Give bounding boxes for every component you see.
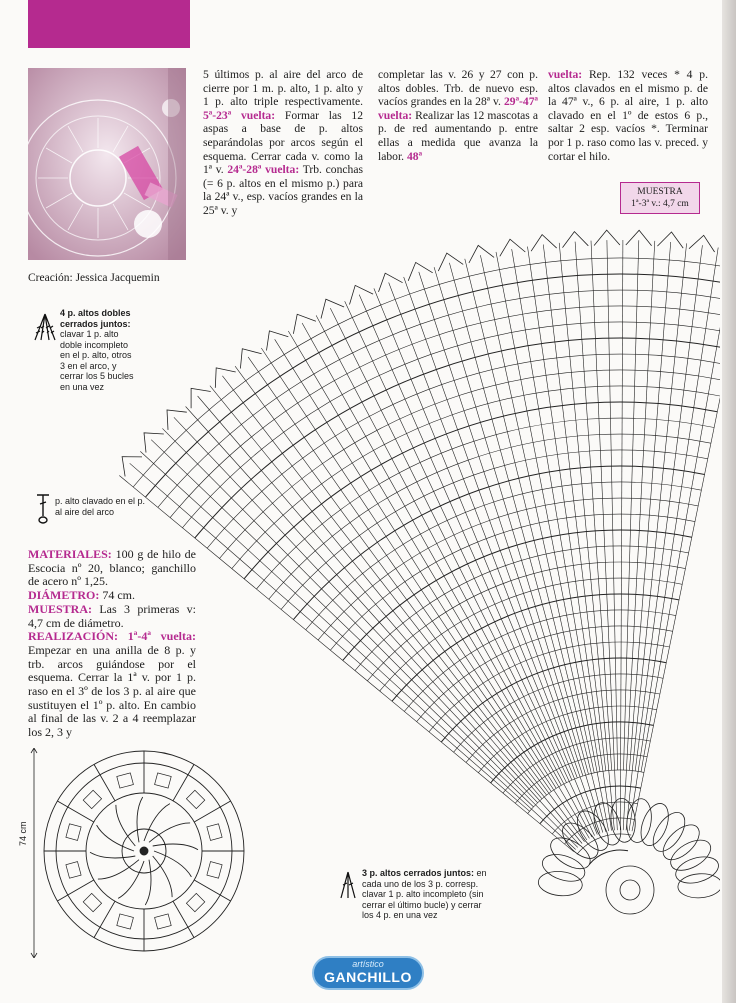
c2-segment: completar las v. 26 y 27 con p. altos dobles. Trb. de nuevo esp. vacíos grandes en la 28ª v. bbox=[378, 68, 538, 109]
materials-key: REALIZACIÓN: 1ª-4ª vuelta: bbox=[28, 629, 196, 644]
full-doily-diagram bbox=[40, 742, 248, 960]
logo-title: GANCHILLO bbox=[324, 969, 412, 985]
materials-text: Empezar en una anilla de 8 p. y trb. arcos guiándose por el esquema. Cerrar la 1ª v. por 1 p. raso en el 3º de los 3 p. al aire que sustituyen el 1º p. alto. En cambio al final de las v. 2 a 4 reemplazar los 2, 3 y bbox=[28, 642, 196, 740]
materials-key: MUESTRA: bbox=[28, 601, 93, 616]
c3-segment: Rep. 132 veces * 4 p. altos clavados en el mismo p. de la 47ª v., 6 p. al aire, 1 p. alto clavado en el 1º de estos 6 p., saltar 2 esp. vacíos *. Terminar por 1 p. raso como las v. preced. y cortar el hilo. bbox=[548, 68, 708, 163]
c3-segment: vuelta: bbox=[548, 68, 583, 81]
diameter-label: 74 cm bbox=[18, 821, 28, 846]
c2-segment: 48ª bbox=[406, 149, 423, 163]
c1-segment: 5 últimos p. al aire del arco de cierre por 1 m. p. alto, 1 p. alto y 1 p. alto triple respectivamente. bbox=[203, 68, 363, 109]
legend-four-double-title: 4 p. altos dobles cerrados juntos: bbox=[60, 308, 131, 329]
c1-segment: 5ª-23ª vuelta: bbox=[203, 108, 276, 122]
legend-three-treble-title: 3 p. altos cerrados juntos: bbox=[362, 868, 475, 878]
materials-key: MATERIALES: bbox=[28, 547, 112, 561]
credit: Creación: Jessica Jacquemin bbox=[28, 272, 160, 284]
c1-segment: 24ª-28ª vuelta: bbox=[227, 163, 300, 177]
text-column-3 bbox=[548, 68, 708, 163]
materials-text: Las 3 primeras v: 4,7 cm de diámetro. bbox=[28, 601, 196, 630]
magazine-logo bbox=[312, 956, 424, 990]
c2-segment: Realizar las 12 mascotas a p. de red aumentando p. entre ellas a medida que avanza la labor. bbox=[378, 108, 538, 163]
treble-stitch-icon bbox=[34, 492, 52, 526]
diameter-arrow bbox=[30, 748, 38, 958]
c1-segment: Formar las 12 aspas a base de p. altos separándolas por arcos según el esquema. Cerrar cada v. como la 1ª v. bbox=[203, 108, 363, 177]
triple-cluster-icon bbox=[338, 870, 358, 900]
materials-text: 74 cm. bbox=[99, 588, 136, 603]
materials-key: DIÁMETRO: bbox=[28, 588, 100, 603]
c2-segment: 29ª-47ª vuelta: bbox=[378, 95, 538, 122]
muestra-value: 1ª-3ª v.: 4,7 cm bbox=[631, 199, 689, 209]
legend-three-treble-text: en cada uno de los 3 p. corresp. clavar 1 p. alto incompleto (sin cerrar el último bucle) y cerrar los 4 p. en una vez bbox=[362, 868, 487, 920]
legend-three-treble bbox=[362, 868, 490, 921]
legend-treble: p. alto clavado en el p. al aire del arco bbox=[55, 496, 146, 517]
double-crochet-cluster-icon bbox=[32, 312, 58, 342]
materials-text: 100 g de hilo de Escocia nº 20, blanco; ganchillo de acero nº 1,25. bbox=[28, 547, 196, 589]
text-column-2 bbox=[378, 68, 538, 163]
header-color-bar bbox=[28, 0, 190, 48]
muestra-title: MUESTRA bbox=[637, 187, 683, 197]
logo-subtitle: artístico bbox=[352, 959, 384, 969]
legend-four-double-text: clavar 1 p. alto doble incompleto en el p. alto, otros 3 en el arco, y cerrar los 5 bucles en una vez bbox=[60, 329, 134, 392]
c1-segment: Trb. conchas (= 6 p. altos en el mismo p.) para la 24ª v., esp. vacíos grandes en la 25ª v. y bbox=[203, 163, 363, 217]
page-edge bbox=[722, 0, 736, 1003]
